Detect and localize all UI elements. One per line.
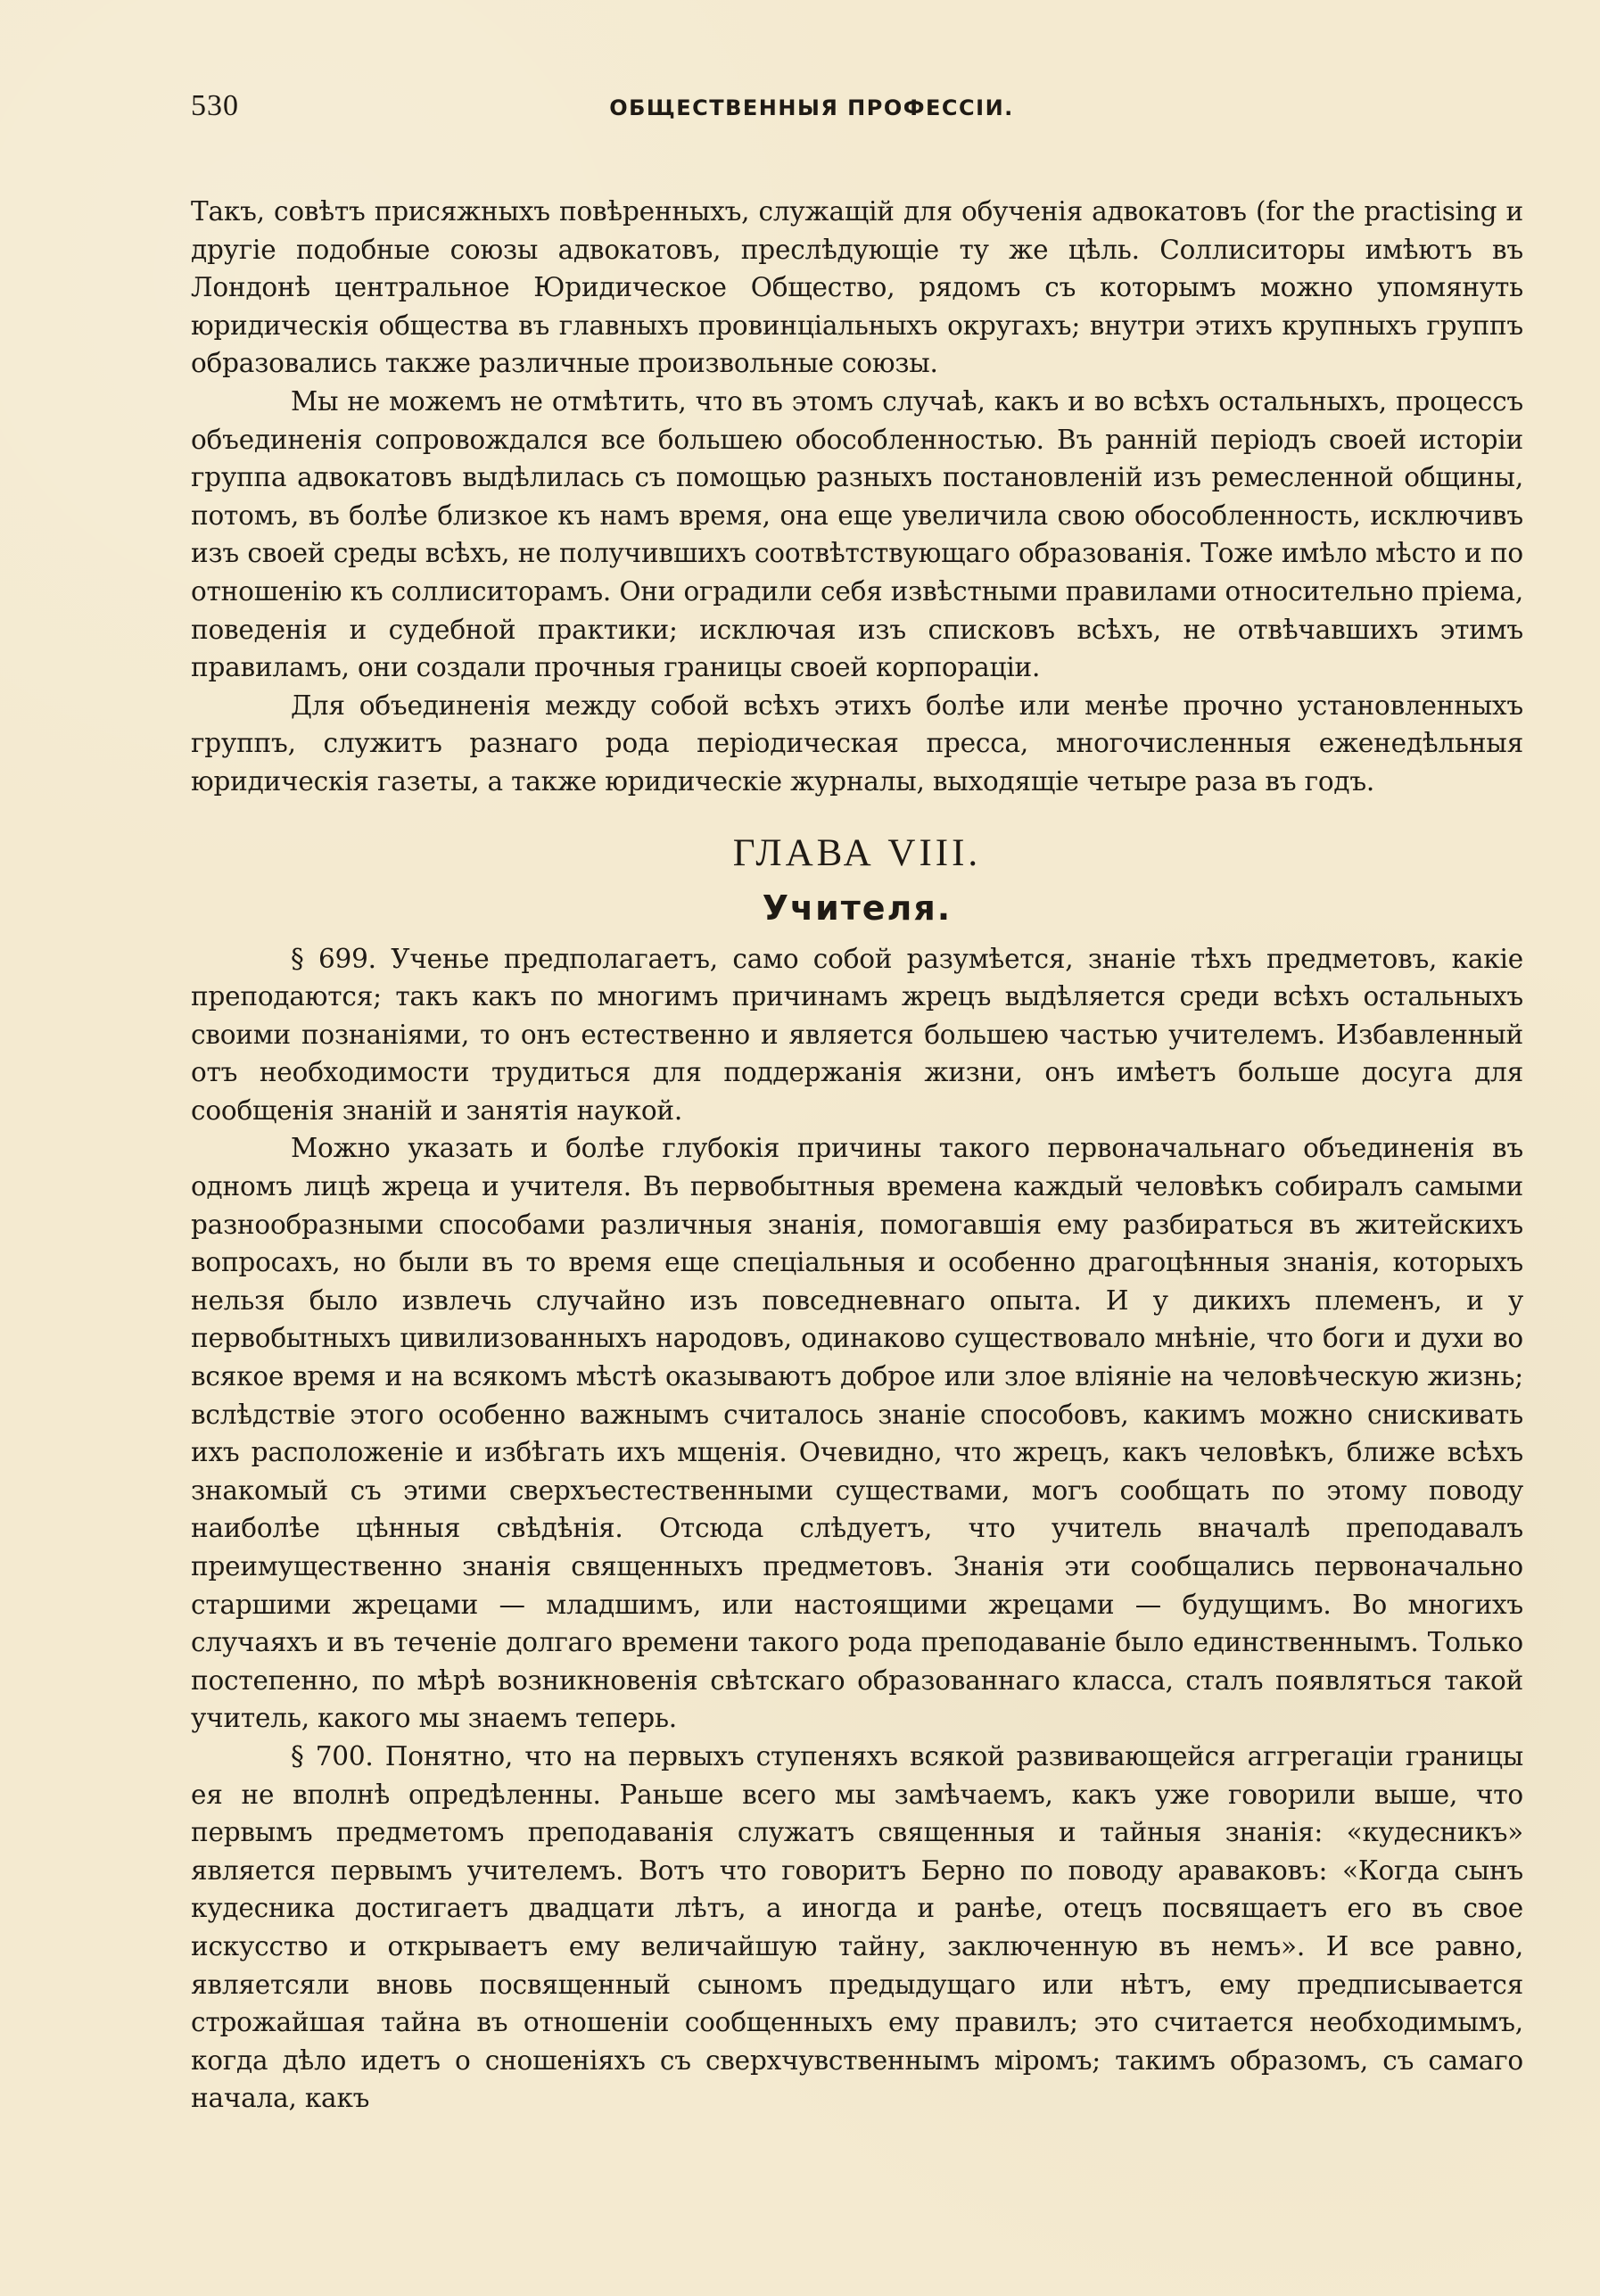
page-header (191, 89, 1523, 143)
section-paragraph-699: § 699. Ученье предполагаетъ, само собой разумѣется, знаніе тѣхъ предметовъ, какіе преподаются; такъ какъ по многимъ причинамъ жрецъ выдѣляется среди всѣхъ остальныхъ своими познаніями, то онъ естественно и является большею частью учителемъ. Избавленный отъ необходимости трудиться для поддержанія жизни, онъ имѣетъ больше досуга для сообщенія знаній и занятія наукой. (191, 943, 1523, 1126)
chapter-subtitle: Учителя. (762, 888, 953, 928)
chapter-title: ГЛАВА VIII. (732, 831, 982, 874)
page-body (191, 193, 1523, 2118)
running-head: ОБЩЕСТВЕННЫЯ ПРОФЕССІИ. (609, 95, 1014, 120)
paragraph-1: Такъ, совѣтъ присяжныхъ повѣренныхъ, служащій для обученія адвокатовъ (for the practising и другіе подобные союзы адвокатовъ, преслѣдующіе ту же цѣль. Соллиситоры имѣютъ въ Лондонѣ центральное Юридическое Общество, рядомъ съ которымъ можно упомянуть юридическія общества въ главныхъ провинціальныхъ округахъ; внутри этихъ крупныхъ группъ образовались также различные произвольные союзы. (191, 196, 1523, 379)
chapter-heading (191, 828, 1523, 931)
paragraph-3: Для объединенія между собой всѣхъ этихъ болѣе или менѣе прочно установленныхъ группъ, служитъ разнаго рода періодическая пресса, многочисленныя еженедѣльныя юридическія газеты, а также юридическіе журналы, выходящіе четыре раза въ годъ. (191, 690, 1523, 797)
page-number: 530 (191, 89, 239, 122)
section-paragraph-2: Можно указать и болѣе глубокія причины такого первоначальнаго объединенія въ одномъ лицѣ жреца и учителя. Въ первобытныя времена каждый человѣкъ собиралъ самыми разнообразными способами различныя знанія, помогавшія ему разбираться въ житейскихъ вопросахъ, но были въ то время еще спеціальныя и особенно драгоцѣнныя знанія, которыхъ нельзя было извлечь случайно изъ повседневнаго опыта. И у дикихъ племенъ, и у первобытныхъ цивилизованныхъ народовъ, одинаково существовало мнѣніе, что боги и духи во всякое время и на всякомъ мѣстѣ оказываютъ доброе или злое вліяніе на человѣческую жизнь; вслѣдствіе этого особенно важнымъ считалось знаніе способовъ, какимъ можно снискивать ихъ расположеніе и избѣгать ихъ мщенія. Очевидно, что жрецъ, какъ человѣкъ, ближе всѣхъ знакомый съ этими сверхъестественными существами, могъ сообщать по этому поводу наиболѣе цѣнныя свѣдѣнія. Отсюда слѣдуетъ, что учитель вначалѣ преподавалъ преимущественно знанія священныхъ предметовъ. Знанія эти сообщались первоначально старшими жрецами — младшимъ, или настоящими жрецами — будущимъ. Во многихъ случаяхъ и въ теченіе долгаго времени такого рода преподаваніе было единственнымъ. Только постепенно, по мѣрѣ возникновенія свѣтскаго образованнаго класса, сталъ появляться такой учитель, какого мы знаемъ теперь. (191, 1133, 1523, 1734)
section-gap (191, 931, 1523, 940)
paragraph-2: Мы не можемъ не отмѣтить, что въ этомъ случаѣ, какъ и во всѣхъ остальныхъ, процессъ объединенія сопровождался все большею обособленностью. Въ ранній періодъ своей исторіи группа адвокатовъ выдѣлилась съ помощью разныхъ постановленій изъ ремесленной общины, потомъ, въ болѣе близкое къ намъ время, она еще увеличила свою обособленность, исключивъ изъ своей среды всѣхъ, не получившихъ соотвѣтствующаго образованія. Тоже имѣло мѣсто и по отношенію къ соллиситорамъ. Они оградили себя извѣстными правилами относительно пріема, поведенія и судебной практики; исключая изъ списковъ всѣхъ, не отвѣчавшихъ этимъ правиламъ, они создали прочныя границы своей корпораціи. (191, 385, 1523, 683)
section-paragraph-700: § 700. Понятно, что на первыхъ ступеняхъ всякой развивающейся аггрегаціи границы ея не вполнѣ опредѣленны. Раньше всего мы замѣчаемъ, какъ уже говорили выше, что первымъ предметомъ преподаванія служатъ священныя и тайныя знанія: «кудесникъ» является первымъ учителемъ. Вотъ что говоритъ Берно по поводу араваковъ: «Когда сынъ кудесника достигаетъ двадцати лѣтъ, а иногда и ранѣе, отецъ посвящаетъ его въ свое искусство и открываетъ ему величайшую тайну, заключенную въ немъ». И все равно, являетсяли вновь посвященный сыномъ предыдущаго или нѣтъ, ему предписывается строжайшая тайна въ отношеніи сообщенныхъ ему правилъ; это считается необходимымъ, когда дѣло идетъ о сношеніяхъ съ сверхчувственнымъ міромъ; такимъ образомъ, съ самаго начала, какъ (191, 1740, 1523, 2114)
